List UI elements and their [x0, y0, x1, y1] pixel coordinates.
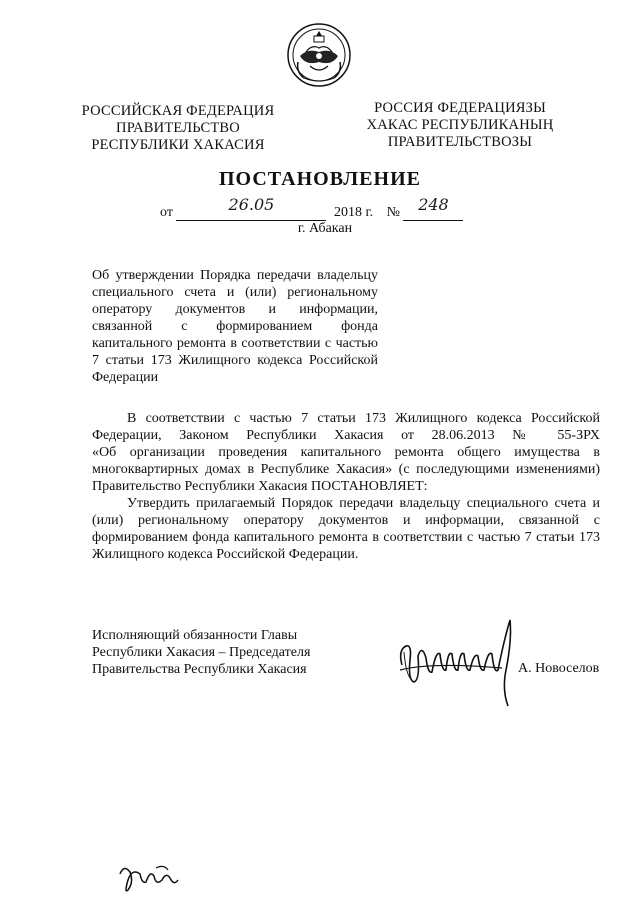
document-subject	[92, 267, 378, 386]
document-body	[92, 410, 600, 563]
signatory-position	[92, 627, 310, 678]
position-line: Исполняющий обязанности Главы	[92, 628, 298, 643]
position-line: Правительства Республики Хакасия	[92, 662, 307, 677]
city-name: г. Абакан	[297, 221, 353, 236]
subject-line: 7 статьи 173 Жилищного кодекса Российской	[92, 353, 378, 368]
subject-line: связанной с формированием фонда	[92, 319, 378, 334]
number-sign: №	[386, 205, 400, 220]
header-right-line: ПРАВИТЕЛЬСТВОЗЫ	[387, 134, 533, 150]
date-prefix: от	[160, 205, 173, 220]
body-line: Правительство Республики Хакасия ПОСТАНОВЛЯЕТ:	[92, 479, 428, 494]
signatory-name: А. Новоселов	[518, 661, 600, 676]
header-left	[78, 103, 278, 154]
header-right	[355, 100, 565, 151]
header-left-line: РЕСПУБЛИКИ ХАКАСИЯ	[91, 137, 265, 153]
subject-line: капитального ремонта в соответствии с частью	[92, 336, 378, 351]
subject-line: специального счета и (или) региональному	[92, 285, 378, 300]
header-left-line: РОССИЙСКАЯ ФЕДЕРАЦИЯ	[81, 103, 275, 119]
body-line: Жилищного кодекса Российской Федерации.	[92, 547, 359, 562]
date-year: 2018 г.	[333, 205, 374, 220]
position-line: Республики Хакасия – Председателя	[92, 645, 311, 660]
city	[0, 221, 640, 237]
handwritten-mark	[116, 860, 186, 898]
body-line: Утвердить прилагаемый Порядок передачи владельцу специального счета и	[127, 496, 600, 511]
body-line: В соответствии с частью 7 статьи 173 Жилищного кодекса Российской	[127, 411, 600, 426]
handwritten-number: 248	[418, 195, 449, 214]
header-left-line: ПРАВИТЕЛЬСТВО	[116, 120, 240, 136]
body-line: «Об организации проведения капитального ремонта общего имущества в	[92, 445, 600, 460]
header-right-line: ХАКАС РЕСПУБЛИКАНЫҢ	[366, 117, 554, 133]
subject-line: Об утверждении Порядка передачи владельцу	[92, 268, 378, 283]
subject-line: Федерации	[92, 370, 159, 385]
body-line: формированием фонда капитального ремонта в соответствии с частью 7 статьи 173	[92, 530, 600, 545]
subject-line: оператору документов и информации,	[92, 302, 378, 317]
header-right-line: РОССИЯ ФЕДЕРАЦИЯЗЫ	[374, 100, 546, 116]
body-line: многоквартирных домах в Республике Хакасия» (с последующими изменениями)	[92, 462, 600, 477]
body-line: Федерации, Законом Республики Хакасия от 28.06.2013 № 55-ЗРХ	[92, 428, 600, 443]
date-line	[160, 195, 463, 221]
number-field	[403, 195, 463, 221]
handwritten-signature	[392, 610, 542, 710]
date-field	[176, 195, 326, 221]
document-title: ПОСТАНОВЛЕНИЕ	[219, 168, 421, 190]
handwritten-date: 26.05	[228, 195, 275, 214]
coat-of-arms-icon	[286, 22, 352, 88]
body-line: (или) региональному оператору документов и информации, связанной с	[92, 513, 600, 528]
